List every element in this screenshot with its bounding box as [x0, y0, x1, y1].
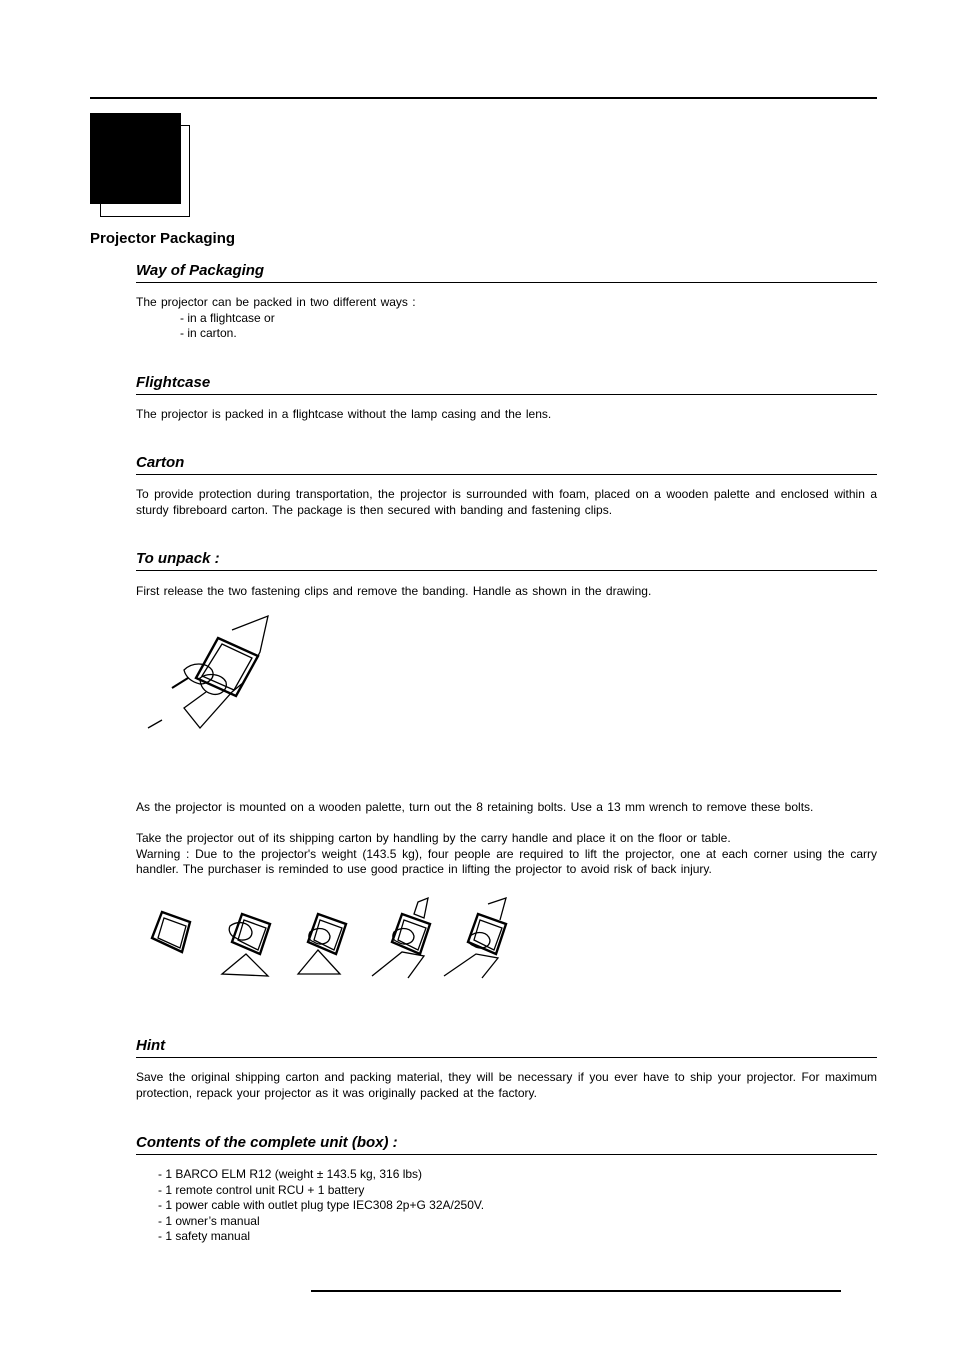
- hint-text: Save the original shipping carton and packing material, they will be necessary if you ever have to ship your projector. For maximum protection, repack your projector as it was originally packed at the factory.: [136, 1070, 877, 1100]
- list-item: - 1 owner’s manual: [158, 1213, 260, 1228]
- section-hint: [136, 1037, 877, 1101]
- section-unpack-details: [136, 800, 877, 878]
- list-item: - 1 BARCO ELM R12 (weight ± 143.5 kg, 316 lbs): [158, 1167, 423, 1181]
- section-way-of-packaging: [136, 262, 877, 342]
- carton-handling-illustration: [140, 612, 280, 736]
- list-item: - 1 remote control unit RCU + 1 battery: [158, 1182, 365, 1197]
- top-rule: [90, 97, 877, 99]
- unpack-drawing: [140, 612, 280, 736]
- section-carton: [136, 454, 877, 518]
- unpack-text-1: First release the two fastening clips and remove the banding. Handle as shown in the drawing.: [136, 584, 652, 598]
- heading-flightcase: Flightcase: [136, 374, 877, 395]
- unpack-text-3: Take the projector out of its shipping carton by handling by the carry handle and place it on the floor or table.: [136, 831, 731, 845]
- list-item: - in carton.: [180, 326, 237, 340]
- section-contents: [136, 1134, 877, 1245]
- unpack-warning: Warning : Due to the projector's weight (143.5 kg), four people are required to lift the projector, one at each corner using the carry handler. The purchaser is reminded to use good practice in lifting the projector to avoid risk of back injury.: [136, 846, 877, 876]
- heading-way-of-packaging: Way of Packaging: [136, 262, 877, 283]
- list-item: - 1 power cable with outlet plug type IEC308 2p+G 32A/250V.: [158, 1198, 485, 1212]
- heading-hint: Hint: [136, 1037, 877, 1058]
- list-item: - 1 safety manual: [158, 1229, 251, 1243]
- list-item: - in a flightcase or: [180, 310, 275, 325]
- flightcase-text: The projector is packed in a flightcase without the lamp casing and the lens.: [136, 407, 552, 421]
- bottom-rule: [311, 1290, 841, 1292]
- unpack-text-2: As the projector is mounted on a wooden palette, turn out the 8 retaining bolts. Use a 13 mm wrench to remove these bolts.: [136, 800, 814, 814]
- unpack-sequence-illustration: [144, 896, 508, 980]
- section-flightcase: [136, 374, 877, 423]
- unpack-sequence-drawing: [144, 896, 508, 980]
- way-list: [136, 311, 877, 342]
- chapter-marker-block: [90, 113, 181, 204]
- heading-contents: Contents of the complete unit (box) :: [136, 1134, 877, 1155]
- way-intro: The projector can be packed in two different ways :: [136, 295, 416, 309]
- section-to-unpack: [136, 550, 877, 600]
- chapter-marker: [90, 113, 190, 217]
- heading-carton: Carton: [136, 454, 877, 475]
- heading-to-unpack: To unpack :: [136, 550, 877, 571]
- chapter-title: Projector Packaging: [90, 230, 236, 247]
- carton-text: To provide protection during transportation, the projector is surrounded with foam, placed on a wooden palette and enclosed within a sturdy fibreboard carton. The package is then secured with banding and fastening clips.: [136, 487, 877, 517]
- contents-list: [136, 1167, 877, 1245]
